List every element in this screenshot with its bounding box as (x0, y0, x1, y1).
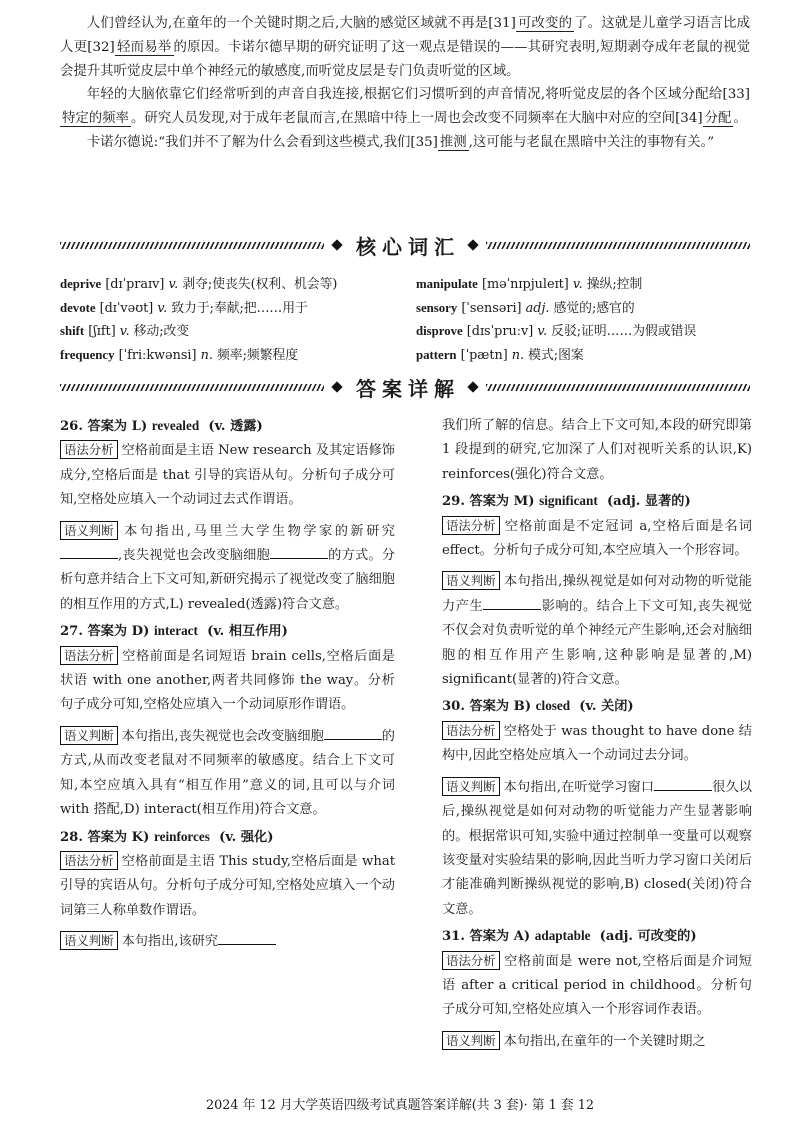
vocab-ipa: [ˈpætn] (460, 347, 508, 363)
vocab-def: 反驳;证明……为假或错误 (551, 324, 697, 340)
meaning-tag: 语义判断 (442, 1031, 500, 1050)
blank-line (218, 931, 276, 945)
meaning-text: 本句指出,马里兰大学生物学家的新研究 (121, 523, 395, 539)
answer-30-meaning (442, 776, 752, 922)
vocab-word: devote (60, 300, 96, 315)
answer-30-heading (442, 694, 752, 719)
meaning-text: 本句指出,丧失视觉也会改变脑细胞 (121, 728, 324, 744)
vocab-def: 频率;频繁程度 (217, 347, 299, 363)
meaning-tag: 语义判断 (60, 726, 118, 745)
p2-text-c: 。研究人员发现,对于成年老鼠而言,在黑暗中待上一周也会改变不同频率在大脑中对应的空间[34] (130, 111, 703, 127)
p1-underline-32: 轻而易举 (116, 39, 172, 55)
grammar-text: 空格前面是主语 New research 及其定语修饰成分,空格后面是 that 引导的宾语从句。分析句子成分可知,空格处应填入一个动词过去式作谓语。 (60, 443, 395, 508)
answer-gloss: (adj. 可改变的) (599, 929, 697, 945)
answer-word: revealed (151, 418, 200, 433)
answer-31-heading (442, 924, 752, 949)
answer-word: adaptable (534, 928, 591, 944)
grammar-text: 空格前面是不定冠词 a,空格后面是名词 effect。分析句子成分可知,本空应填入一个形容词。 (442, 518, 752, 559)
p2-text-a: 年轻的大脑依靠它们经常听到的声音自我连接,根据它们习惯听到的声音情况,将听觉皮层的各个区域分配给[33] (86, 87, 750, 103)
answer-word: closed (535, 698, 571, 714)
grammar-text: 空格前面是主语 This study,空格后面是 what 引导的宾语从句。分析句子成分可知,空格处应填入一个动词第三人称单数作谓语。 (60, 853, 395, 918)
answer-gloss: (adj. 显著的) (606, 494, 691, 510)
p3-text-c: ,这可能与老鼠在黑暗中关注的事物有关。” (468, 134, 715, 150)
vocab-pos: n. (511, 347, 525, 363)
p3-underline-35: 推测 (439, 134, 467, 150)
meaning-text: 本句指出,该研究 (121, 934, 219, 950)
vocab-word: disprove (416, 324, 463, 339)
grammar-text: 空格前面是名词短语 brain cells,空格后面是状语 with one another,两者共同修饰 the way。分析句子成分可知,空格处应填入一个动词原形作谓语。 (60, 648, 395, 713)
meaning-text: 我们所了解的信息。结合上下文可知,本段的研究即第 1 段提到的研究,它加深了人们对视听关系的认识,K) reinforces(强化)符合文意。 (442, 418, 752, 482)
vocab-def: 致力于;奉献;把……用于 (171, 300, 308, 316)
vocab-entry (60, 344, 405, 368)
vocab-column-right (416, 273, 750, 367)
vocab-ipa: [ʃɪft] (88, 324, 116, 340)
diamond-bullet-icon (331, 239, 342, 250)
vocab-column-left (60, 273, 405, 367)
vocab-pos: adj. (525, 300, 550, 316)
vocab-entry (416, 273, 750, 297)
answers-section-title: 答案详解 (356, 376, 460, 401)
vocab-entry (416, 344, 750, 368)
answer-gloss: (v. 强化) (219, 829, 274, 845)
grammar-text: 空格处于 was thought to have done 结构中,因此空格处应填入一个动词过去分词。 (442, 723, 752, 764)
meaning-tag: 语义判断 (442, 777, 500, 796)
blank-line (324, 726, 382, 740)
answer-gloss: (v. 相互作用) (207, 624, 288, 640)
vocab-ipa: [dɪsˈpruːv] (466, 324, 534, 340)
answer-gloss: (v. 关闭) (579, 699, 634, 715)
hatch-divider-right (486, 384, 750, 391)
p1-text-c: 了。这就是儿童学习语言比成人更[32] (60, 16, 751, 55)
answer-gloss: (v. 透露) (208, 419, 263, 434)
answer-word: significant (539, 493, 598, 509)
p1-underline-31: 可改变的 (517, 16, 573, 31)
answer-key: 31. 答案为 A) (442, 929, 531, 945)
vocab-word: manipulate (416, 277, 478, 291)
blank-line (270, 545, 328, 559)
vocab-ipa: [ˈsensəri] (461, 300, 522, 316)
diamond-bullet-icon (467, 239, 478, 250)
blank-line (654, 777, 712, 791)
vocab-ipa: [dɪˈpraɪv] (105, 277, 165, 292)
answer-31-meaning (442, 1030, 752, 1054)
grammar-tag: 语法分析 (442, 516, 500, 535)
vocab-section-header (60, 232, 750, 258)
answer-28-heading (60, 825, 395, 850)
vocab-entry (60, 320, 405, 344)
meaning-tag: 语义判断 (60, 521, 118, 540)
blank-line (60, 545, 118, 559)
answer-key: 29. 答案为 M) (442, 494, 535, 510)
vocab-pos: v. (537, 324, 548, 340)
p2-underline-33: 特定的频率 (62, 111, 129, 127)
paragraph-2 (60, 83, 750, 131)
meaning-text: 很久以后,操纵视觉是如何对动物的听觉能力产生显著影响的。根据常识可知,实验中通过控制单一变量可以观察该变量对实验结果的影响,因此当听力学习窗口关闭后才能准确判断操纵视觉的影响,B) closed(关闭)符合文意。 (442, 779, 752, 917)
p2-underline-34: 分配 (704, 111, 732, 127)
grammar-tag: 语法分析 (60, 851, 118, 870)
vocab-entry (416, 320, 750, 344)
answer-28-grammar (60, 850, 395, 923)
answer-26-heading (60, 414, 395, 439)
meaning-text: 的方式。分析句意并结合上下文可知,新研究揭示了视觉改变了脑细胞的相互作用的方式,L) revealed(透露)符合文意。 (60, 548, 395, 612)
meaning-text: 本句指出,操纵视觉是如何对动物的听觉能力产生 (442, 574, 752, 614)
vocab-ipa: [məˈnɪpjuleɪt] (481, 277, 569, 292)
translation-passage (60, 12, 750, 155)
vocab-ipa: [dɪˈvəʊt] (99, 300, 154, 316)
p2-text-e: 。 (733, 111, 747, 127)
diamond-bullet-icon (331, 381, 342, 392)
vocab-def: 操纵;控制 (586, 277, 643, 292)
vocab-word: sensory (416, 300, 458, 315)
p1-text-e: 的原因。卡诺尔德早期的研究证明了这一观点是错误的——其研究表明,短期剥夺成年老鼠的视觉会提升其听觉皮层中单个神经元的敏感度,而听觉皮层是专门负责听觉的区域。 (60, 39, 750, 79)
grammar-tag: 语法分析 (442, 721, 500, 740)
grammar-text: 空格前面是 were not,空格后面是介词短语 after a critical period in childhood。分析句子成分可知,空格处应填入一个形容词作表语。 (442, 953, 752, 1018)
answer-word: interact (153, 623, 198, 639)
paragraph-3 (60, 131, 750, 155)
answers-column-left (60, 414, 395, 955)
answers-column-right (442, 414, 752, 1054)
vocab-ipa: [ˈfriːkwənsi] (118, 347, 197, 363)
vocab-pos: v. (119, 324, 130, 340)
vocab-def: 模式;图案 (528, 347, 584, 363)
grammar-tag: 语法分析 (60, 440, 118, 459)
blank-line (483, 596, 541, 610)
p1-text-a: 人们曾经认为,在童年的一个关键时期之后,大脑的感觉区域就不再是[31] (86, 16, 516, 31)
meaning-text: 的方式,从而改变老鼠对不同频率的敏感度。结合上下文可知,本空应填入具有“相互作用”意义的词,且可以与介词 with 搭配,D) interact(相互作用)符合文意。 (60, 728, 395, 818)
answer-29-meaning (442, 570, 752, 692)
answer-29-grammar (442, 515, 752, 564)
meaning-text: 本句指出,在童年的一个关键时期之 (503, 1033, 706, 1049)
meaning-text: ,丧失视觉也会改变脑细胞 (118, 548, 270, 564)
vocab-word: deprive (60, 277, 102, 291)
vocab-entry (60, 273, 405, 297)
grammar-tag: 语法分析 (442, 951, 500, 970)
answer-26-meaning (60, 520, 395, 618)
grammar-tag: 语法分析 (60, 646, 118, 665)
answer-31-grammar (442, 950, 752, 1023)
vocab-entry (416, 297, 750, 321)
vocab-def: 移动;改变 (133, 324, 190, 340)
answer-key: 27. 答案为 D) (60, 624, 150, 640)
vocab-pos: n. (200, 347, 213, 363)
answer-30-grammar (442, 720, 752, 769)
hatch-divider-right (486, 242, 750, 249)
answer-27-meaning (60, 725, 395, 823)
answers-section-header (60, 374, 750, 400)
answer-29-heading (442, 489, 752, 514)
meaning-tag: 语义判断 (60, 931, 118, 950)
answer-key: 30. 答案为 B) (442, 699, 532, 715)
answer-word: reinforces (153, 828, 210, 844)
vocab-section-title: 核心词汇 (356, 234, 460, 259)
answer-27-heading (60, 619, 395, 644)
answer-key: 28. 答案为 K) (60, 829, 150, 845)
paragraph-1 (60, 12, 750, 83)
vocab-word: frequency (60, 347, 115, 362)
meaning-tag: 语义判断 (442, 571, 500, 590)
hatch-divider-left (60, 242, 324, 249)
answer-key: 26. 答案为 L) (60, 419, 148, 434)
page-footer: 2024 年 12 月大学英语四级考试真题答案详解(共 3 套)· 第 1 套 12 (205, 1098, 595, 1113)
vocab-word: shift (60, 324, 85, 339)
answer-28-meaning-cont (442, 414, 752, 487)
vocab-entry (60, 297, 405, 321)
answer-26-grammar (60, 439, 395, 512)
vocab-def: 感觉的;感官的 (553, 300, 635, 316)
answer-28-meaning-start (60, 930, 395, 954)
vocab-pos: v. (157, 300, 168, 316)
diamond-bullet-icon (467, 381, 478, 392)
vocab-word: pattern (416, 347, 457, 362)
hatch-divider-left (60, 384, 324, 391)
vocab-pos: v. (572, 277, 583, 292)
vocab-pos: v. (168, 277, 179, 292)
answer-27-grammar (60, 645, 395, 718)
vocab-def: 剥夺;使丧失(权利、机会等) (182, 277, 338, 292)
p3-text-a: 卡诺尔德说:“我们并不了解为什么会看到这些模式,我们[35] (86, 134, 438, 150)
meaning-text: 影响的。结合上下文可知,丧失视觉不仅会对负责听觉的单个神经元产生影响,还会对脑细胞的相互作用产生影响,这种影响是显著的,M) significant(显著的)符合文意。 (442, 598, 752, 688)
meaning-text: 本句指出,在听觉学习窗口 (503, 779, 655, 795)
